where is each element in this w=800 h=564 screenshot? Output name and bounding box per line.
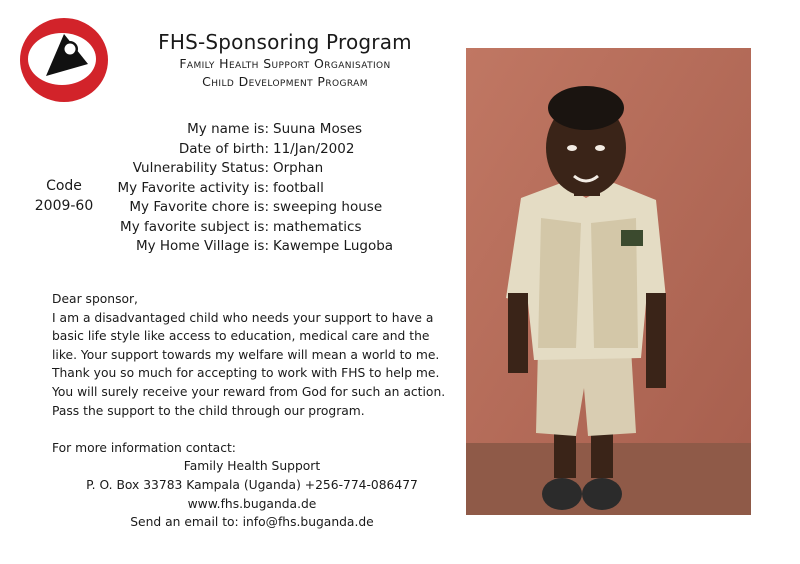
- contact-email[interactable]: Send an email to: info@fhs.buganda.de: [130, 515, 374, 530]
- profile-value: Kawempe Lugoba: [273, 238, 394, 254]
- child-photo: [466, 48, 751, 515]
- profile-row-activity: [106, 179, 426, 199]
- profile-row-village: [106, 237, 426, 257]
- contact-block: [52, 457, 452, 531]
- profile-row-status: [106, 159, 426, 179]
- letter-greeting: Dear sponsor,: [52, 292, 138, 306]
- profile-label: Date of birth:: [178, 140, 269, 157]
- code-value: 2009-60: [34, 198, 94, 214]
- contact-address: P. O. Box 33783 Kampala (Uganda) +256-774-086477: [86, 477, 418, 492]
- code-label: Code: [46, 178, 82, 194]
- page-title: FHS-Sponsoring Program: [158, 30, 412, 54]
- profile-value: Orphan: [273, 160, 324, 176]
- profile-row-name: [106, 120, 426, 140]
- profile-value: sweeping house: [273, 199, 383, 215]
- profile-label: My favorite subject is:: [120, 218, 269, 235]
- profile-value: Suuna Moses: [273, 121, 363, 137]
- program-name: Child Development Program: [202, 74, 368, 89]
- profile-row-subject: [106, 218, 426, 238]
- child-code: [28, 176, 100, 216]
- profile-value: football: [273, 179, 324, 196]
- profile-row-dob: [106, 140, 426, 160]
- contact-intro: For more information contact:: [52, 440, 236, 455]
- profile-label: Vulnerability Status:: [132, 160, 269, 176]
- sponsor-letter: [52, 290, 454, 532]
- profile-value: 11/Jan/2002: [273, 140, 355, 157]
- child-profile: [106, 120, 426, 257]
- contact-org: Family Health Support: [183, 459, 321, 474]
- profile-value: mathematics: [273, 218, 362, 235]
- letter-body: I am a disadvantaged child who needs your support to have a basic life style like access to education, medical care and the like. Your support towards my welfare will mean a world to me. Thank you so much for accepting to work with FHS to help me. You will surely receive your reward from God for such an action.: [52, 310, 446, 399]
- organisation-name: Family Health Support Organisation: [179, 56, 391, 71]
- profile-label: My Favorite activity is:: [117, 179, 269, 196]
- profile-label: My Home Village is:: [135, 238, 269, 254]
- letter-closing: Pass the support to the child through our program.: [52, 403, 365, 418]
- profile-label: My Favorite chore is:: [129, 199, 269, 215]
- contact-website[interactable]: www.fhs.buganda.de: [187, 496, 317, 511]
- profile-row-chore: [106, 198, 426, 218]
- fhs-logo: [18, 14, 110, 106]
- profile-label: My name is:: [187, 121, 269, 137]
